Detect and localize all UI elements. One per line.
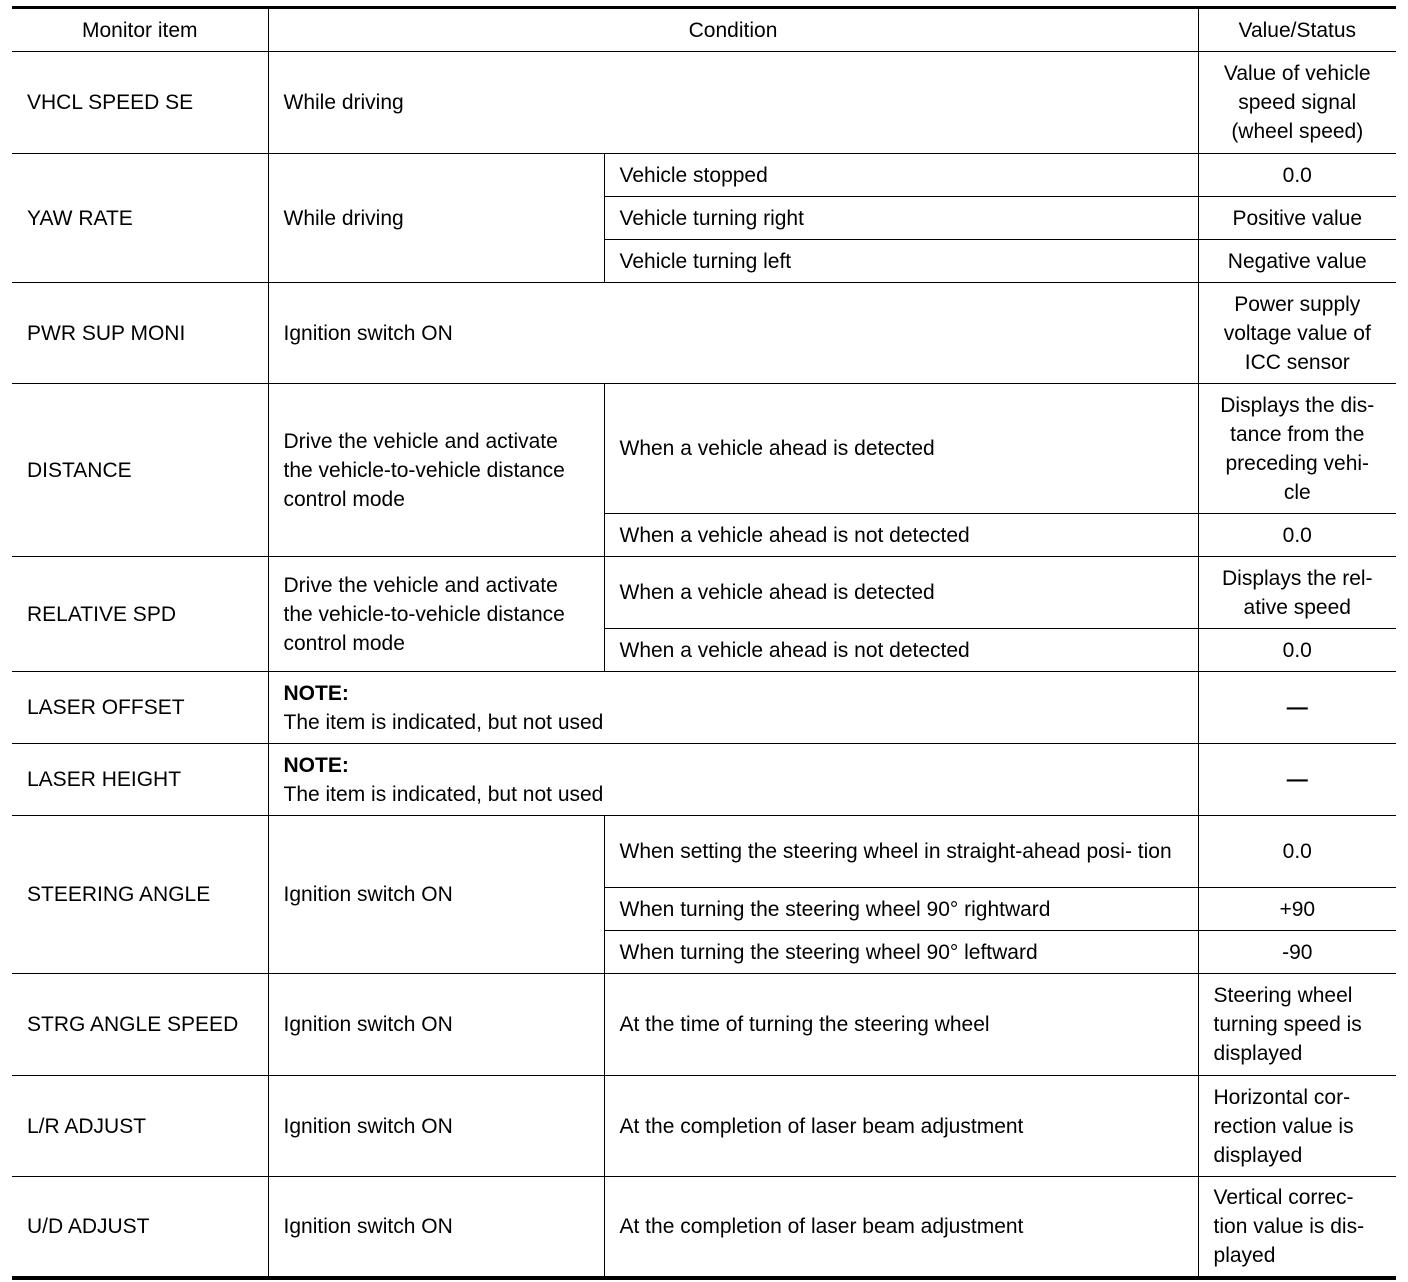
value-cell: Positive value: [1198, 197, 1396, 240]
note-title: NOTE:: [283, 681, 349, 705]
sub-condition-cell: At the completion of laser beam adjustment: [604, 1076, 1198, 1177]
value-cell: Power supply voltage value of ICC sensor: [1198, 283, 1396, 384]
value-cell: Negative value: [1198, 240, 1396, 283]
value-cell: -90: [1198, 931, 1396, 974]
monitor-item-cell: DISTANCE: [12, 384, 268, 557]
sub-condition-cell: When a vehicle ahead is not detected: [604, 514, 1198, 557]
value-cell: —: [1198, 672, 1396, 744]
sub-condition-cell: When a vehicle ahead is detected: [604, 384, 1198, 514]
condition-cell: Ignition switch ON: [268, 1177, 604, 1278]
value-cell: 0.0: [1198, 514, 1396, 557]
condition-cell: Drive the vehicle and activate the vehicle-to-vehicle distance control mode: [268, 384, 604, 557]
monitor-item-cell: STEERING ANGLE: [12, 816, 268, 974]
table-row: [12, 283, 1396, 384]
sub-condition-cell: At the time of turning the steering wheel: [604, 974, 1198, 1076]
note-title: NOTE:: [283, 753, 349, 777]
sub-condition-cell: When a vehicle ahead is detected: [604, 557, 1198, 629]
monitor-item-cell: L/R ADJUST: [12, 1076, 268, 1177]
table-row: [12, 1177, 1396, 1278]
note-body: The item is indicated, but not used: [283, 710, 604, 734]
header-monitor-item: Monitor item: [12, 8, 268, 52]
table-row: [12, 816, 1396, 888]
condition-cell: While driving: [268, 52, 1198, 154]
condition-cell: Drive the vehicle and activate the vehicle-to-vehicle distance control mode: [268, 557, 604, 672]
table-row: [12, 672, 1396, 744]
table-row: [12, 974, 1396, 1076]
value-cell: 0.0: [1198, 629, 1396, 672]
monitor-item-cell: YAW RATE: [12, 154, 268, 283]
value-cell: Vertical correc- tion value is dis- played: [1198, 1177, 1396, 1278]
table-row: [12, 384, 1396, 514]
monitor-item-cell: VHCL SPEED SE: [12, 52, 268, 154]
table-row: [12, 1076, 1396, 1177]
sub-condition-cell: Vehicle stopped: [604, 154, 1198, 197]
value-cell: —: [1198, 744, 1396, 816]
condition-cell: Ignition switch ON: [268, 974, 604, 1076]
sub-condition-cell: When turning the steering wheel 90° leftward: [604, 931, 1198, 974]
note-cell: [268, 672, 1198, 744]
condition-cell: Ignition switch ON: [268, 283, 1198, 384]
monitor-item-cell: U/D ADJUST: [12, 1177, 268, 1278]
note-body: The item is indicated, but not used: [283, 782, 604, 806]
value-cell: Displays the rel- ative speed: [1198, 557, 1396, 629]
header-value-status: Value/Status: [1198, 8, 1396, 52]
table-row: [12, 154, 1396, 197]
table-row: [12, 557, 1396, 629]
monitor-item-cell: RELATIVE SPD: [12, 557, 268, 672]
value-cell: 0.0: [1198, 816, 1396, 888]
header-row: [12, 8, 1396, 52]
sub-condition-cell: When setting the steering wheel in straight-ahead posi- tion: [604, 816, 1198, 888]
sub-condition-cell: Vehicle turning left: [604, 240, 1198, 283]
condition-cell: While driving: [268, 154, 604, 283]
monitor-item-cell: STRG ANGLE SPEED: [12, 974, 268, 1076]
value-cell: +90: [1198, 888, 1396, 931]
value-cell: Horizontal cor- rection value is displayed: [1198, 1076, 1396, 1177]
monitor-item-cell: PWR SUP MONI: [12, 283, 268, 384]
monitor-item-cell: LASER OFFSET: [12, 672, 268, 744]
sub-condition-cell: Vehicle turning right: [604, 197, 1198, 240]
table-row: [12, 52, 1396, 154]
monitor-table-sheet: [12, 6, 1396, 1280]
header-condition: Condition: [268, 8, 1198, 52]
monitor-table: [12, 6, 1396, 1280]
condition-cell: Ignition switch ON: [268, 816, 604, 974]
condition-cell: Ignition switch ON: [268, 1076, 604, 1177]
value-cell: Displays the dis- tance from the preceding vehi- cle: [1198, 384, 1396, 514]
sub-condition-cell: At the completion of laser beam adjustment: [604, 1177, 1198, 1278]
note-cell: [268, 744, 1198, 816]
value-cell: Steering wheel turning speed is displayed: [1198, 974, 1396, 1076]
sub-condition-cell: When turning the steering wheel 90° rightward: [604, 888, 1198, 931]
table-row: [12, 744, 1396, 816]
value-cell: Value of vehicle speed signal (wheel speed): [1198, 52, 1396, 154]
value-cell: 0.0: [1198, 154, 1396, 197]
sub-condition-cell: When a vehicle ahead is not detected: [604, 629, 1198, 672]
monitor-item-cell: LASER HEIGHT: [12, 744, 268, 816]
